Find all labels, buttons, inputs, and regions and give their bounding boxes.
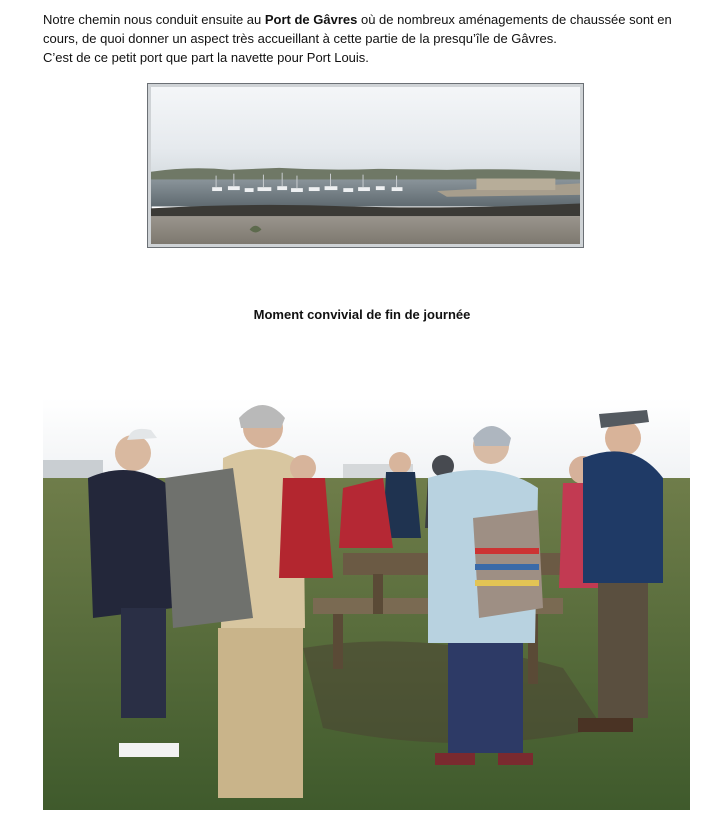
harbour-photo [148,84,583,247]
place-name-bold: Port de Gâvres [264,12,358,27]
intro-text [43,10,703,67]
intro-shuttle-line: C’est de ce petit port que part la navette pour Port Louis. [43,50,369,65]
intro-paragraph [43,10,703,48]
group-photo [43,398,690,810]
harbour-photo-image [151,87,580,244]
photo-caption: Moment convivial de fin de journée [253,307,471,322]
intro-text-part: Notre chemin nous conduit ensuite au [43,12,265,27]
intro-text-part: où de nombreux aménagements de chaussée sont en cours, de quoi donner un aspect très accueillant à cette partie de la presqu’île de Gâvres. [43,12,672,46]
group-photo-image [43,398,690,810]
